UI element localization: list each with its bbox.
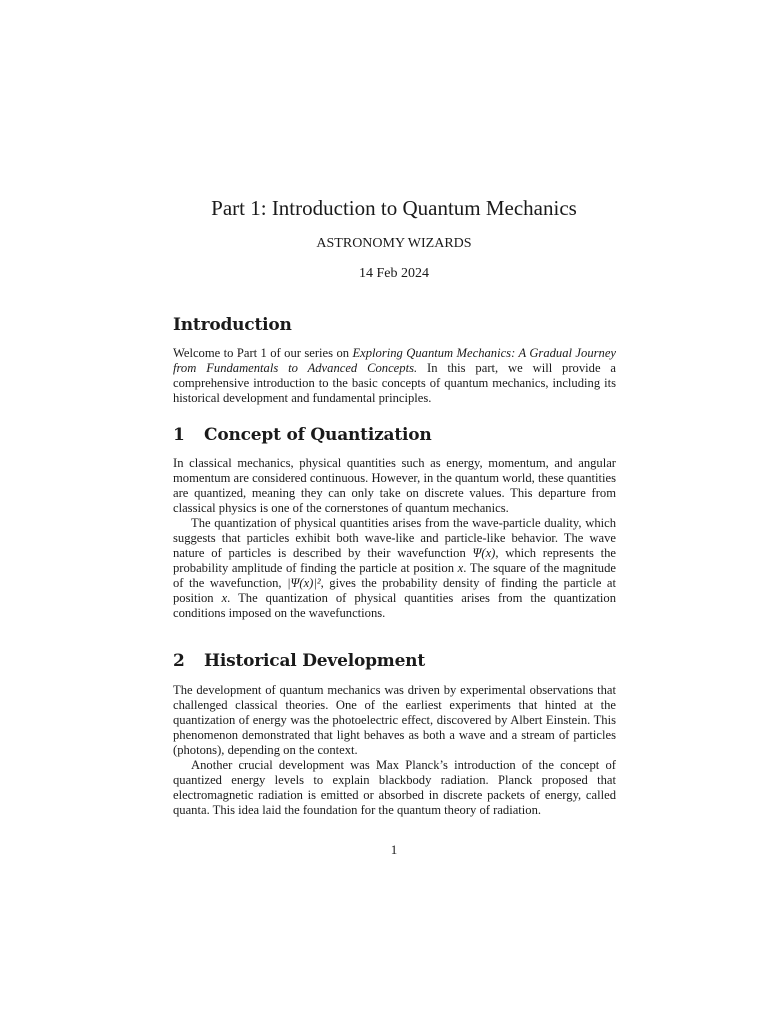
section-1-paragraph-2: [173, 516, 616, 621]
series-title: Exploring Quantum Mechanics: A Gradual Journey from Fundamentals to Advanced Concepts.: [173, 346, 616, 375]
section-1-body: [173, 456, 616, 621]
intro-heading-text: Introduction: [173, 315, 292, 335]
s1p2-text-d: , gives the probability density of finding the particle at position: [173, 576, 616, 605]
section-2-paragraph-2: Another crucial development was Max Planck’s introduction of the concept of quantized energy levels to explain blackbody radiation. Planck proposed that electromagnetic radiation is emitted or absorbed in discrete packets of energy, called quanta. This idea laid the foundation for the quantum theory of radiation.: [173, 758, 616, 817]
position-symbol: x: [457, 561, 464, 575]
section-2-paragraph-1: The development of quantum mechanics was driven by experimental observations that challenged classical theories. One of the earliest experiments that hinted at the quantization of energy was the photoelectric effect, discovered by Albert Einstein. This phenomenon demonstrated that light behaves as both a wave and a stream of particles (photons), depending on the context.: [173, 683, 616, 757]
intro-heading: [173, 313, 292, 337]
s1p2-text-a: The quantization of physical quantities arises from the wave-particle duality, which suggests that particles exhibit both wave-like and particle-like behavior. The wave nature of particles is described by their wavefunction: [173, 516, 616, 560]
section-1-heading: [173, 423, 432, 447]
section-1-title: Concept of Quantization: [204, 425, 432, 445]
document-title: Part 1: Introduction to Quantum Mechanics: [211, 196, 577, 220]
section-1-number: 1: [173, 425, 185, 445]
section-2-title: Historical Development: [204, 651, 425, 671]
intro-text-before: Welcome to Part 1 of our series on: [173, 346, 353, 360]
s1p2-text-e: . The quantization of physical quantities arises from the quantization conditions imposed on the wavefunctions.: [173, 591, 616, 620]
s1p2-text-c: . The square of the magnitude of the wavefunction,: [173, 561, 616, 590]
section-2-number: 2: [173, 651, 185, 671]
section-2-heading: [173, 649, 425, 673]
s1p2-text-b: , which represents the probability amplitude of finding the particle at position: [173, 546, 617, 575]
document-author: ASTRONOMY WIZARDS: [316, 236, 472, 251]
section-1-paragraph-1: In classical mechanics, physical quantities such as energy, momentum, and angular momentum are considered continuous. However, in the quantum world, these quantities are quantized, meaning they can only take on discrete values. This departure from classical physics is one of the cornerstones of quantum mechanics.: [173, 456, 616, 515]
intro-text-after: In this part, we will provide a comprehensive introduction to the basic concepts of quantum mechanics, including its historical development and fundamental principles.: [173, 361, 616, 405]
page-number: 1: [390, 842, 398, 857]
wavefunction-symbol: Ψ(x): [472, 546, 496, 560]
position-symbol-2: x: [221, 591, 228, 605]
document-date: 14 Feb 2024: [359, 266, 429, 281]
section-2-body: [173, 683, 616, 818]
intro-paragraph: [173, 346, 616, 406]
probability-density-symbol: |Ψ(x)|²: [287, 576, 321, 590]
